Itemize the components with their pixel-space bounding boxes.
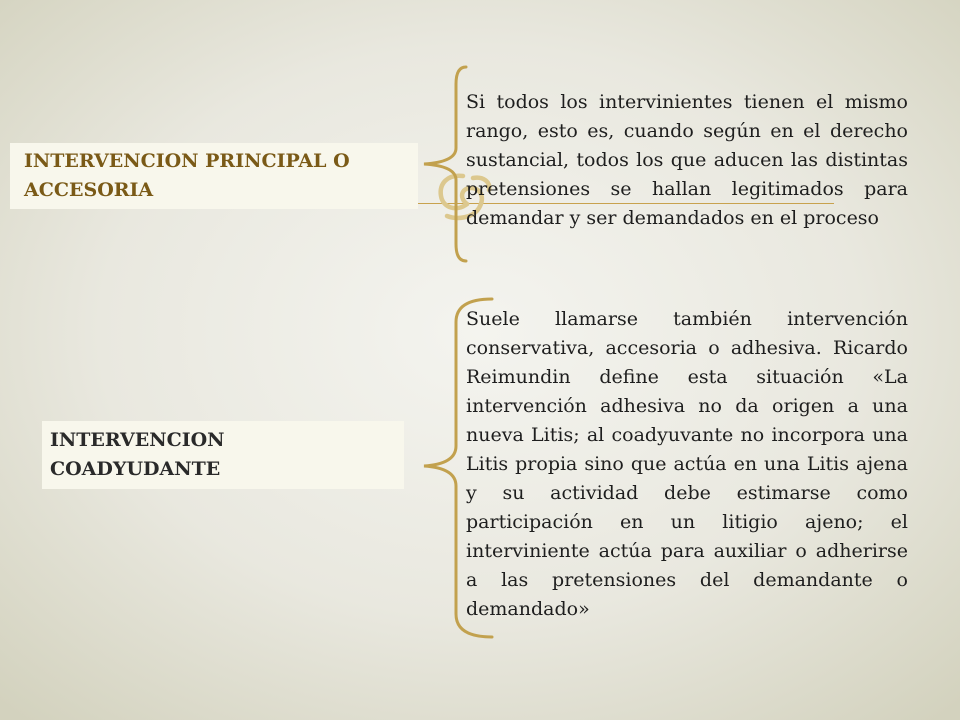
intervencion-coadyudante-title: INTERVENCION COADYUDANTE: [50, 429, 225, 480]
intervencion-principal-title: INTERVENCION PRINCIPAL O ACCESORIA: [24, 150, 350, 201]
intervencion-coadyudante-label-box: [42, 421, 404, 489]
intervencion-principal-description: Si todos los intervinientes tienen el mismo rango, esto es, cuando según en el derecho sustancial, todos los que aducen las distintas pretensiones se hallan legitimados para demandar y ser demandados en el proceso: [466, 91, 908, 229]
curly-brace-icon: [420, 64, 470, 264]
intervencion-coadyudante-description: Suele llamarse también intervención conservativa, accesoria o adhesiva. Ricardo Reimundin define esta situación «La intervención adhesiva no da origen a una nueva Litis; al coadyuvante no incorpora una Litis propia sino que actúa en una Litis ajena y su actividad debe estimarse como participación en un litigio ajeno; el interviniente actúa para auxiliar o adherirse a las pretensiones del demandante o demandado»: [466, 308, 908, 620]
intervencion-principal-label-box: [10, 143, 418, 209]
